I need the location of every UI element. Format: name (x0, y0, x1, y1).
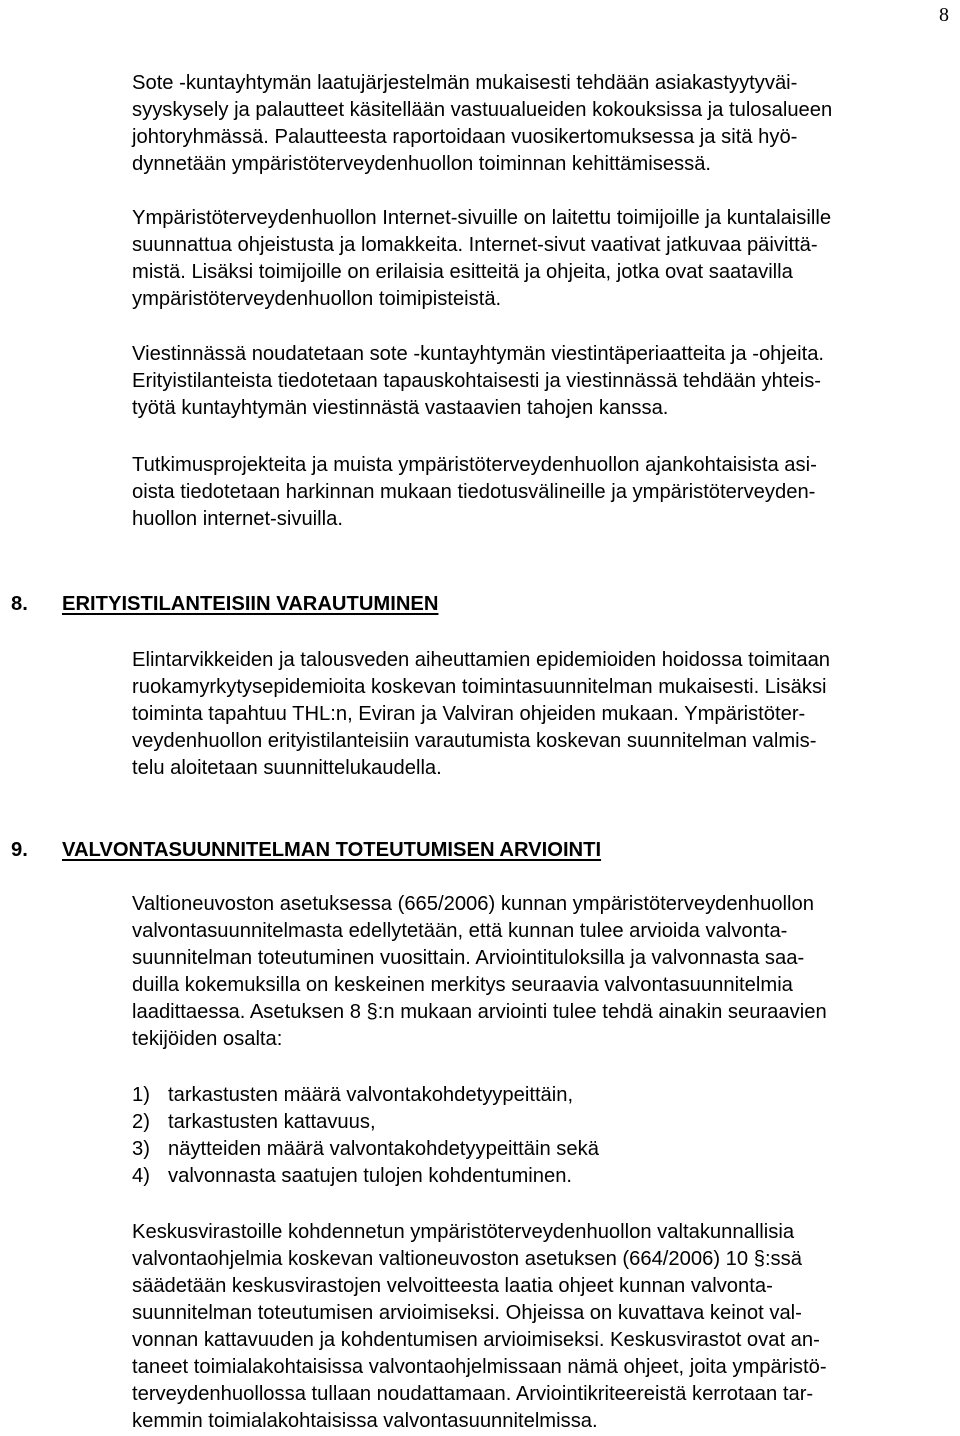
list-marker: 3) (132, 1138, 150, 1160)
text-line: syyskysely ja palautteet käsitellään vastuualueiden kokouksissa ja tulosalueen (132, 99, 833, 121)
text-line: tekijöiden osalta: (132, 1028, 283, 1050)
text-line: dynnetään ympäristöterveydenhuollon toiminnan kehittämisessä. (132, 153, 712, 175)
text-line: valvontaohjelmia koskevan valtioneuvoston asetuksen (664/2006) 10 §:ssä (132, 1248, 802, 1270)
list-item-text: tarkastusten määrä valvontakohdetyypeittäin, (168, 1084, 574, 1106)
text-line: työtä kuntayhtymän viestinnästä vastaavien tahojen kanssa. (132, 397, 669, 419)
list-item-text: näytteiden määrä valvontakohdetyypeittäin sekä (168, 1138, 599, 1160)
text-line: Elintarvikkeiden ja talousveden aiheuttamien epidemioiden hoidossa toimitaan (132, 649, 831, 671)
text-line: veydenhuollon erityistilanteisiin varautumista koskevan suunnitelman valmis- (132, 730, 817, 752)
text-line: Valtioneuvoston asetuksessa (665/2006) kunnan ympäristöterveydenhuollon (132, 893, 814, 915)
list-marker: 1) (132, 1084, 150, 1106)
page-number: 8 (939, 4, 949, 26)
list-item-text: tarkastusten kattavuus, (168, 1111, 376, 1133)
text-line: mistä. Lisäksi toimijoille on erilaisia esitteitä ja ohjeita, jotka ovat saatavilla (132, 261, 793, 283)
text-line: huollon internet-sivuilla. (132, 508, 343, 530)
text-line: ruokamyrkytysepidemioita koskevan toimintasuunnitelman mukaisesti. Lisäksi (132, 676, 827, 698)
text-line: vonnan kattavuuden ja kohdentumisen arvioimiseksi. Keskusvirastot ovat an- (132, 1329, 820, 1351)
text-line: ympäristöterveydenhuollon toimipisteistä. (132, 288, 502, 310)
text-line: säädetään keskusvirastojen velvoitteesta laatia ohjeet kunnan valvonta- (132, 1275, 773, 1297)
list-marker: 4) (132, 1165, 150, 1187)
text-line: valvontasuunnitelmasta edellytetään, että kunnan tulee arvioida valvonta- (132, 920, 788, 942)
text-line: suunnitelman toteutuminen vuosittain. Arviointituloksilla ja valvonnasta saa- (132, 947, 805, 969)
text-line: Tutkimusprojekteita ja muista ympäristöterveydenhuollon ajankohtaisista asi- (132, 454, 817, 476)
section-8-number: 8. (11, 593, 28, 615)
section-9-title: VALVONTASUUNNITELMAN TOTEUTUMISEN ARVIOINTI (62, 839, 602, 861)
text-line: Erityistilanteista tiedotetaan tapauskohtaisesti ja viestinnässä tehdään yhteis- (132, 370, 822, 392)
text-line: Viestinnässä noudatetaan sote -kuntayhtymän viestintäperiaatteita ja -ohjeita. (132, 343, 825, 365)
list-item-text: valvonnasta saatujen tulojen kohdentuminen. (168, 1165, 573, 1187)
section-9-number: 9. (11, 839, 28, 861)
text-line: telu aloitetaan suunnittelukaudella. (132, 757, 442, 779)
text-line: Keskusvirastoille kohdennetun ympäristöterveydenhuollon valtakunnallisia (132, 1221, 795, 1243)
text-line: toiminta tapahtuu THL:n, Eviran ja Valviran ohjeiden mukaan. Ympäristöter- (132, 703, 806, 725)
list-marker: 2) (132, 1111, 150, 1133)
text-line: suunnitelman toteutumisen arvioimiseksi. Ohjeissa on kuvattava keinot val- (132, 1302, 802, 1324)
text-line: suunnattua ohjeistusta ja lomakkeita. Internet-sivut vaativat jatkuvaa päivittä- (132, 234, 818, 256)
section-8-title: ERITYISTILANTEISIIN VARAUTUMINEN (62, 593, 439, 615)
text-line: Sote -kuntayhtymän laatujärjestelmän mukaisesti tehdään asiakastyytyväi- (132, 72, 798, 94)
text-line: taneet toimialakohtaisissa valvontaohjelmissaan nämä ohjeet, joita ympäristö- (132, 1356, 827, 1378)
text-line: laadittaessa. Asetuksen 8 §:n mukaan arviointi tulee tehdä ainakin seuraavien (132, 1001, 827, 1023)
text-line: oista tiedotetaan harkinnan mukaan tiedotusvälineille ja ympäristöterveyden- (132, 481, 816, 503)
text-line: Ympäristöterveydenhuollon Internet-sivuille on laitettu toimijoille ja kuntalaisille (132, 207, 832, 229)
text-line: johtoryhmässä. Palautteesta raportoidaan vuosikertomuksessa ja sitä hyö- (132, 126, 798, 148)
text-line: duilla kokemuksilla on keskeinen merkitys seuraavia valvontasuunnitelmia (132, 974, 793, 996)
text-line: terveydenhuollossa tullaan noudattamaan. Arviointikriteereistä kerrotaan tar- (132, 1383, 814, 1405)
text-line: kemmin toimialakohtaisissa valvontasuunnitelmissa. (132, 1410, 598, 1432)
